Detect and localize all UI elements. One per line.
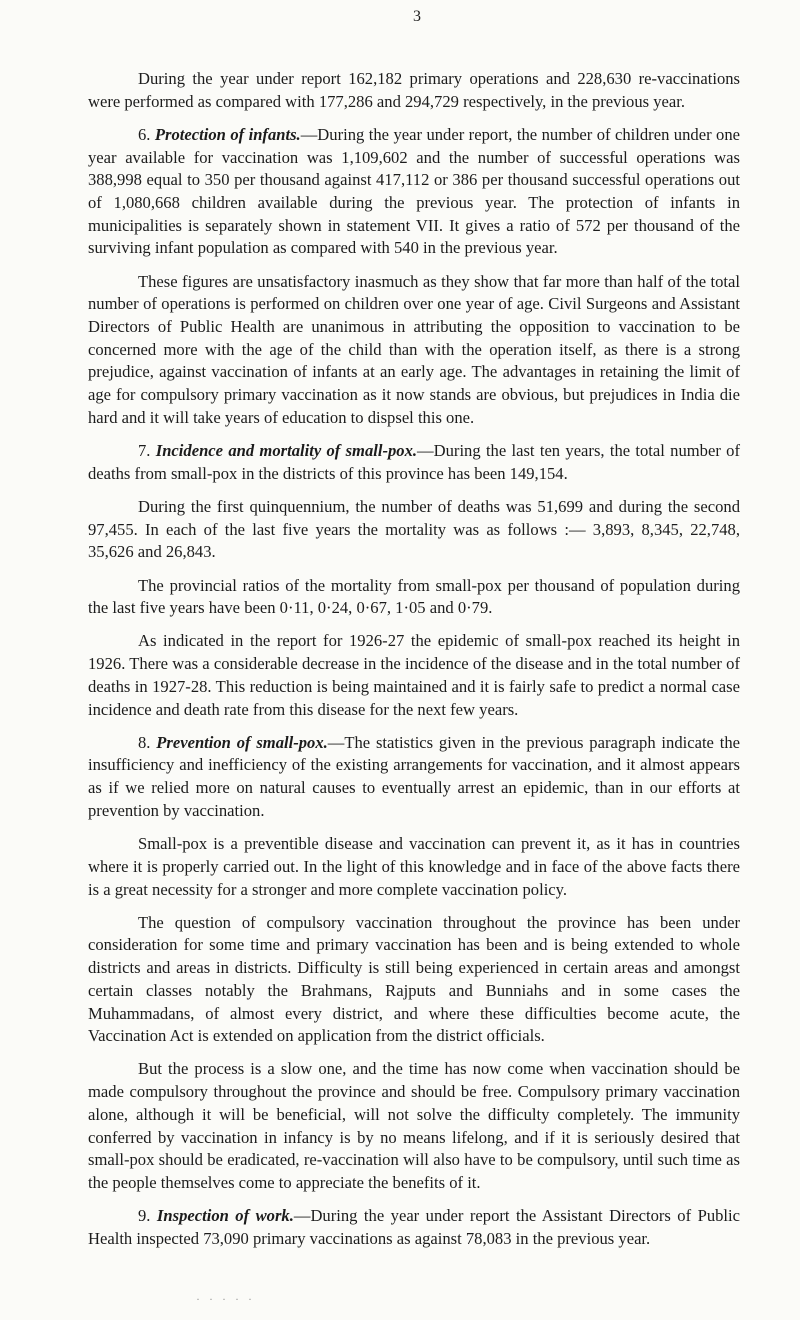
paragraph-text: The question of compulsory vaccination throughout the province has been under consideration for some time and primary vaccination has been and is being extended to whole districts and areas in districts. Difficulty is still being experienced in certain areas and amongst certain classes notably the Brahmans, Rajputs and Bunniahs and in some cases the Muhammadans, of almost every district, and where these difficulties become acute, the Vaccination Act is extended on application from the district officials. xyxy=(88,912,740,1046)
paragraph-slow-process xyxy=(88,1058,740,1194)
paragraph-text: Small-pox is a preventible disease and vaccination can prevent it, as it has in countries where it is properly carried out. In the light of this knowledge and in face of the above facts there is a great necessity for a stronger and more complete vaccination policy. xyxy=(88,834,740,899)
section-heading: Inspection of work. xyxy=(156,1206,294,1226)
paragraph-epidemic-1926 xyxy=(88,630,740,721)
paragraph-text: As indicated in the report for 1926-27 the epidemic of small-pox reached its height in 1926. There was a considerable decrease in the incidence of the disease and in the total number of deaths in 1927-28. This reduction is being maintained and it is fairly safe to predict a normal case incidence and death rate from this disease for the next few years. xyxy=(88,631,740,719)
section-number: 7. xyxy=(138,441,151,461)
paragraph-compulsory-question xyxy=(88,912,740,1048)
paragraph-text: But the process is a slow one, and the time has now come when vaccination should be made compulsory throughout the province and should be free. Compulsory primary vaccination alone, although it will be beneficial, will not solve the difficulty completely. The immunity conferred by vaccination in infancy is by no means lifelong, and if it is seriously desired that small-pox should be eradicated, re-vaccination will also have to be compulsory, until such time as the people themselves come to appreciate the benefits of it. xyxy=(88,1059,740,1192)
paragraph-inspection xyxy=(88,1205,740,1250)
paragraph-protection-of-infants xyxy=(88,124,740,260)
paragraph-text: These figures are unsatisfactory inasmuch as they show that far more than half of the total number of operations is performed on children over one year of age. Civil Surgeons and Assistant Directors of Public Health are unanimous in attributing the opposition to vaccination to be concerned more with the age of the child than with the operation itself, as there is a strong prejudice, against vaccination of infants at an early age. The advantages in retaining the limit of age for compulsory primary vaccination as it now stands are obvious, but prejudices in India die hard and it will take years of education to dispsel this one. xyxy=(88,271,740,427)
page-number: 3 xyxy=(413,8,421,25)
paragraph-unsatisfactory-figures xyxy=(88,271,740,430)
paragraph-revaccinations xyxy=(88,68,740,113)
paragraph-quinquennium-deaths xyxy=(88,496,740,564)
paragraph-text: —During the last ten years, the total number of deaths from small-pox in the districts of this province has been 149,154. xyxy=(88,441,740,483)
section-heading: Incidence and mortality of small-pox. xyxy=(155,441,418,461)
section-number: 8. xyxy=(138,732,151,752)
document-page xyxy=(88,0,740,1261)
paragraph-text: —The statistics given in the previous paragraph indicate the insufficiency and inefficiency of the existing arrangements for vaccination, and it almost appears as if we relied more on natural causes to eventually arrest an epidemic, than in our efforts at prevention by vaccination. xyxy=(88,732,740,820)
section-number: 9. xyxy=(138,1206,151,1226)
section-number: 6. xyxy=(138,124,151,144)
section-heading: Prevention of small-pox. xyxy=(156,732,328,752)
paragraph-provincial-ratios xyxy=(88,575,740,620)
paragraph-text: During the first quinquennium, the number of deaths was 51,699 and during the second 97,455. In each of the last five years the mortality was as follows :— 3,893, 8,345, 22,748, 35,626 and 26,843. xyxy=(88,496,740,562)
section-heading: Protection of infants. xyxy=(154,124,301,144)
paragraph-incidence-mortality xyxy=(88,440,740,485)
paragraph-text: —During the year under report, the number of children under one year available for vaccination was 1,109,602 and the number of successful operations was 388,998 equal to 350 per thousand against 417,112 or 386 per thousand successful operations out of 1,080,668 children available during the previous year. The protection of infants in municipalities is separately shown in statement VII. It gives a ratio of 572 per thousand of the surviving infant population as compared with 540 in the previous year. xyxy=(88,124,740,258)
paragraph-text: The provincial ratios of the mortality from small-pox per thousand of population during the last five years have been 0·11, 0·24, 0·67, 1·05 and 0·79. xyxy=(88,575,740,618)
paragraph-preventible-disease xyxy=(88,833,740,901)
printer-smudge: · · · · · xyxy=(196,1292,255,1306)
paragraph-text: During the year under report 162,182 primary operations and 228,630 re-vaccinations were performed as compared with 177,286 and 294,729 respectively, in the previous year. xyxy=(88,69,740,111)
paragraph-text: —During the year under report the Assistant Directors of Public Health inspected 73,090 primary vaccinations as against 78,083 in the previous year. xyxy=(88,1206,740,1248)
paragraph-prevention xyxy=(88,732,740,823)
